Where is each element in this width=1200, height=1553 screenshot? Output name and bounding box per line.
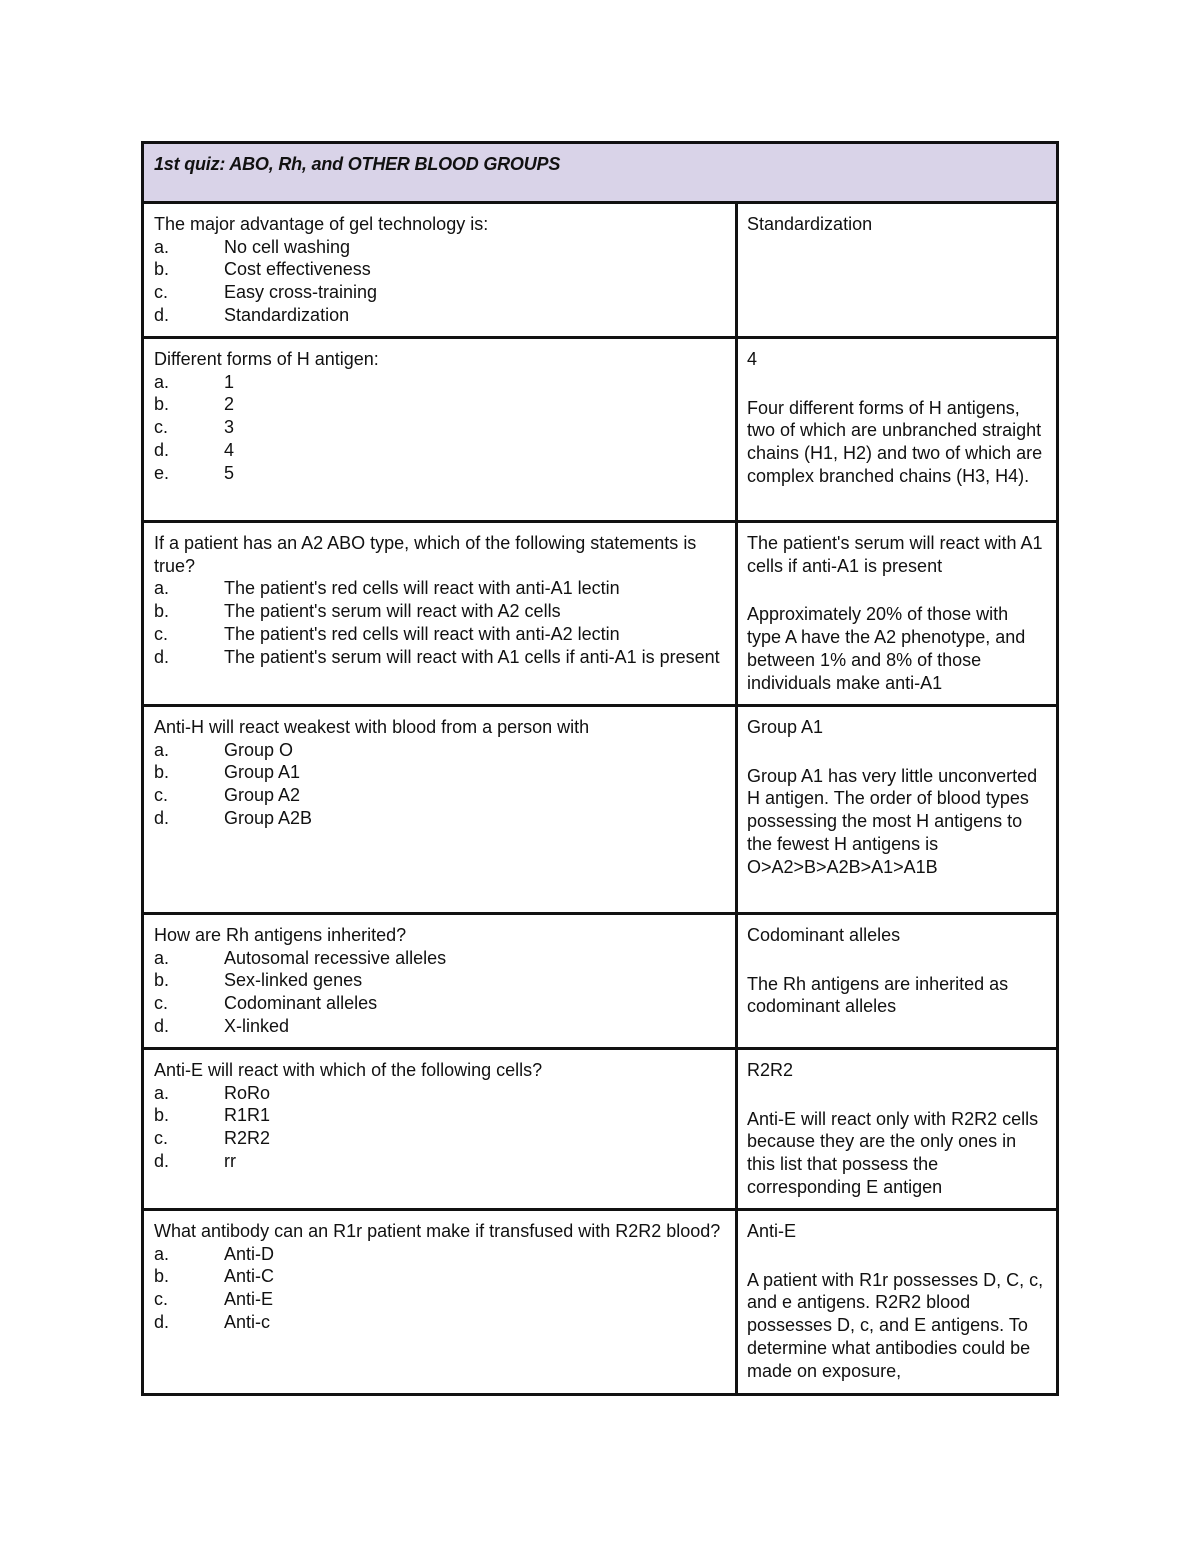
option-text: rr bbox=[224, 1150, 236, 1171]
question-text: The major advantage of gel technology is: bbox=[154, 214, 489, 234]
option bbox=[154, 1150, 725, 1173]
option-letter: c. bbox=[154, 417, 169, 438]
option-letter: d. bbox=[154, 1015, 170, 1036]
qa-row bbox=[144, 204, 1056, 339]
option-text: X-linked bbox=[224, 1015, 290, 1036]
option-text: Group A2B bbox=[224, 807, 313, 828]
option-text: Autosomal recessive alleles bbox=[224, 947, 447, 968]
option-letter: a. bbox=[154, 1082, 170, 1103]
option-letter: d. bbox=[154, 304, 170, 325]
answer-explanation: A patient with R1r possesses D, C, c, and e antigens. R2R2 blood possesses D, c, and E antigens. To determine what antibodies could be made on exposure, bbox=[747, 1269, 1044, 1381]
answer-explanation: Four different forms of H antigens, two of which are unbranched straight chains (H1, H2) and two of which are complex branched chains (H3, H4). bbox=[747, 397, 1043, 486]
option-text: 3 bbox=[224, 417, 235, 438]
option-text: R2R2 bbox=[224, 1128, 271, 1149]
answer-text: R2R2 bbox=[747, 1060, 794, 1080]
option-text: The patient's serum will react with A1 cells if anti-A1 is present bbox=[224, 646, 720, 667]
answer-explanation: The Rh antigens are inherited as codominant alleles bbox=[747, 973, 1009, 1017]
option-text: Standardization bbox=[224, 304, 350, 325]
question-cell bbox=[144, 707, 738, 912]
question-text: Different forms of H antigen: bbox=[154, 349, 379, 369]
question-cell bbox=[144, 204, 738, 336]
option bbox=[154, 646, 725, 669]
option-letter: d. bbox=[154, 1150, 170, 1171]
qa-row bbox=[144, 707, 1056, 915]
option-letter: d. bbox=[154, 646, 170, 667]
option bbox=[154, 1311, 725, 1334]
question-text: What antibody can an R1r patient make if transfused with R2R2 blood? bbox=[154, 1221, 721, 1241]
option-text: Anti-C bbox=[224, 1266, 275, 1287]
option bbox=[154, 807, 725, 830]
answer-text: Standardization bbox=[747, 214, 873, 234]
option-letter: c. bbox=[154, 1128, 169, 1149]
option-letter: a. bbox=[154, 947, 170, 968]
option bbox=[154, 992, 725, 1015]
qa-row bbox=[144, 339, 1056, 523]
option bbox=[154, 969, 725, 992]
option-letter: d. bbox=[154, 439, 170, 460]
option-letter: b. bbox=[154, 762, 170, 783]
option-text: Group O bbox=[224, 739, 294, 760]
option-letter: c. bbox=[154, 1289, 169, 1310]
question-text: Anti-H will react weakest with blood from a person with bbox=[154, 717, 590, 737]
option bbox=[154, 439, 725, 462]
option bbox=[154, 947, 725, 970]
answer-cell bbox=[738, 1050, 1056, 1208]
option-letter: c. bbox=[154, 623, 169, 644]
option-text: 5 bbox=[224, 462, 235, 483]
quiz-header bbox=[144, 144, 1056, 204]
answer-explanation: Group A1 has very little unconverted H antigen. The order of blood types possessing the most H antigens to the fewest H antigens is O>A2>B>A2B>A1>A1B bbox=[747, 765, 1038, 877]
option-text: The patient's red cells will react with anti-A1 lectin bbox=[224, 578, 620, 599]
option-letter: a. bbox=[154, 371, 170, 392]
answer-explanation: Anti-E will react only with R2R2 cells because they are the only ones in this list that possess the corresponding E antigen bbox=[747, 1108, 1039, 1197]
question-cell bbox=[144, 339, 738, 520]
option bbox=[154, 1127, 725, 1150]
option-letter: a. bbox=[154, 236, 170, 257]
option bbox=[154, 462, 725, 485]
option bbox=[154, 577, 725, 600]
answer-cell bbox=[738, 339, 1056, 520]
option-text: Cost effectiveness bbox=[224, 259, 371, 280]
option-text: The patient's red cells will react with anti-A2 lectin bbox=[224, 623, 620, 644]
answer-text: 4 bbox=[747, 349, 758, 369]
answer-text: Group A1 bbox=[747, 717, 824, 737]
question-cell bbox=[144, 915, 738, 1047]
option bbox=[154, 236, 725, 259]
qa-row bbox=[144, 915, 1056, 1050]
option bbox=[154, 1104, 725, 1127]
answer-text: Codominant alleles bbox=[747, 925, 901, 945]
option-letter: a. bbox=[154, 739, 170, 760]
option-text: The patient's serum will react with A2 cells bbox=[224, 601, 561, 622]
option-letter: b. bbox=[154, 1266, 170, 1287]
option-text: Group A2 bbox=[224, 785, 301, 806]
question-text: If a patient has an A2 ABO type, which of the following statements is true? bbox=[154, 533, 697, 576]
answer-cell bbox=[738, 707, 1056, 912]
option bbox=[154, 600, 725, 623]
option-letter: b. bbox=[154, 970, 170, 991]
option-letter: c. bbox=[154, 993, 169, 1014]
option bbox=[154, 304, 725, 327]
option-letter: b. bbox=[154, 601, 170, 622]
option bbox=[154, 1288, 725, 1311]
option bbox=[154, 761, 725, 784]
option-letter: a. bbox=[154, 578, 170, 599]
qa-row bbox=[144, 1211, 1056, 1393]
quiz-table bbox=[141, 141, 1059, 1396]
option-text: Easy cross-training bbox=[224, 282, 378, 303]
question-cell bbox=[144, 1211, 738, 1393]
option bbox=[154, 393, 725, 416]
option-text: 2 bbox=[224, 394, 235, 415]
question-text: How are Rh antigens inherited? bbox=[154, 925, 407, 945]
option bbox=[154, 281, 725, 304]
option-text: Group A1 bbox=[224, 762, 301, 783]
answer-cell bbox=[738, 1211, 1056, 1393]
option bbox=[154, 1243, 725, 1266]
option-letter: b. bbox=[154, 1105, 170, 1126]
question-cell bbox=[144, 523, 738, 704]
option-letter: b. bbox=[154, 259, 170, 280]
option bbox=[154, 623, 725, 646]
option-letter: c. bbox=[154, 282, 169, 303]
answer-text: The patient's serum will react with A1 cells if anti-A1 is present bbox=[747, 533, 1043, 576]
option bbox=[154, 739, 725, 762]
answer-cell bbox=[738, 915, 1056, 1047]
option-text: 1 bbox=[224, 371, 235, 392]
option-letter: a. bbox=[154, 1243, 170, 1264]
option-letter: d. bbox=[154, 807, 170, 828]
option-text: Anti-E bbox=[224, 1289, 274, 1310]
option bbox=[154, 371, 725, 394]
option-text: R1R1 bbox=[224, 1105, 271, 1126]
option bbox=[154, 258, 725, 281]
answer-cell bbox=[738, 204, 1056, 336]
answer-cell bbox=[738, 523, 1056, 704]
option bbox=[154, 1082, 725, 1105]
question-text: Anti-E will react with which of the following cells? bbox=[154, 1060, 543, 1080]
option-letter: d. bbox=[154, 1311, 170, 1332]
option bbox=[154, 416, 725, 439]
option-text: No cell washing bbox=[224, 236, 351, 257]
answer-explanation: Approximately 20% of those with type A have the A2 phenotype, and between 1% and 8% of those individuals make anti-A1 bbox=[747, 604, 1026, 693]
option bbox=[154, 1265, 725, 1288]
option-text: Anti-D bbox=[224, 1243, 275, 1264]
option bbox=[154, 1015, 725, 1038]
option-text: 4 bbox=[224, 439, 235, 460]
option-text: RoRo bbox=[224, 1082, 271, 1103]
option-letter: e. bbox=[154, 462, 170, 483]
answer-text: Anti-E bbox=[747, 1221, 797, 1241]
quiz-title: 1st quiz: ABO, Rh, and OTHER BLOOD GROUPS bbox=[154, 154, 561, 174]
option-letter: c. bbox=[154, 785, 169, 806]
question-cell bbox=[144, 1050, 738, 1208]
option bbox=[154, 784, 725, 807]
option-text: Codominant alleles bbox=[224, 993, 378, 1014]
qa-row bbox=[144, 1050, 1056, 1211]
option-text: Anti-c bbox=[224, 1311, 271, 1332]
option-text: Sex-linked genes bbox=[224, 970, 363, 991]
option-letter: b. bbox=[154, 394, 170, 415]
qa-row bbox=[144, 523, 1056, 707]
